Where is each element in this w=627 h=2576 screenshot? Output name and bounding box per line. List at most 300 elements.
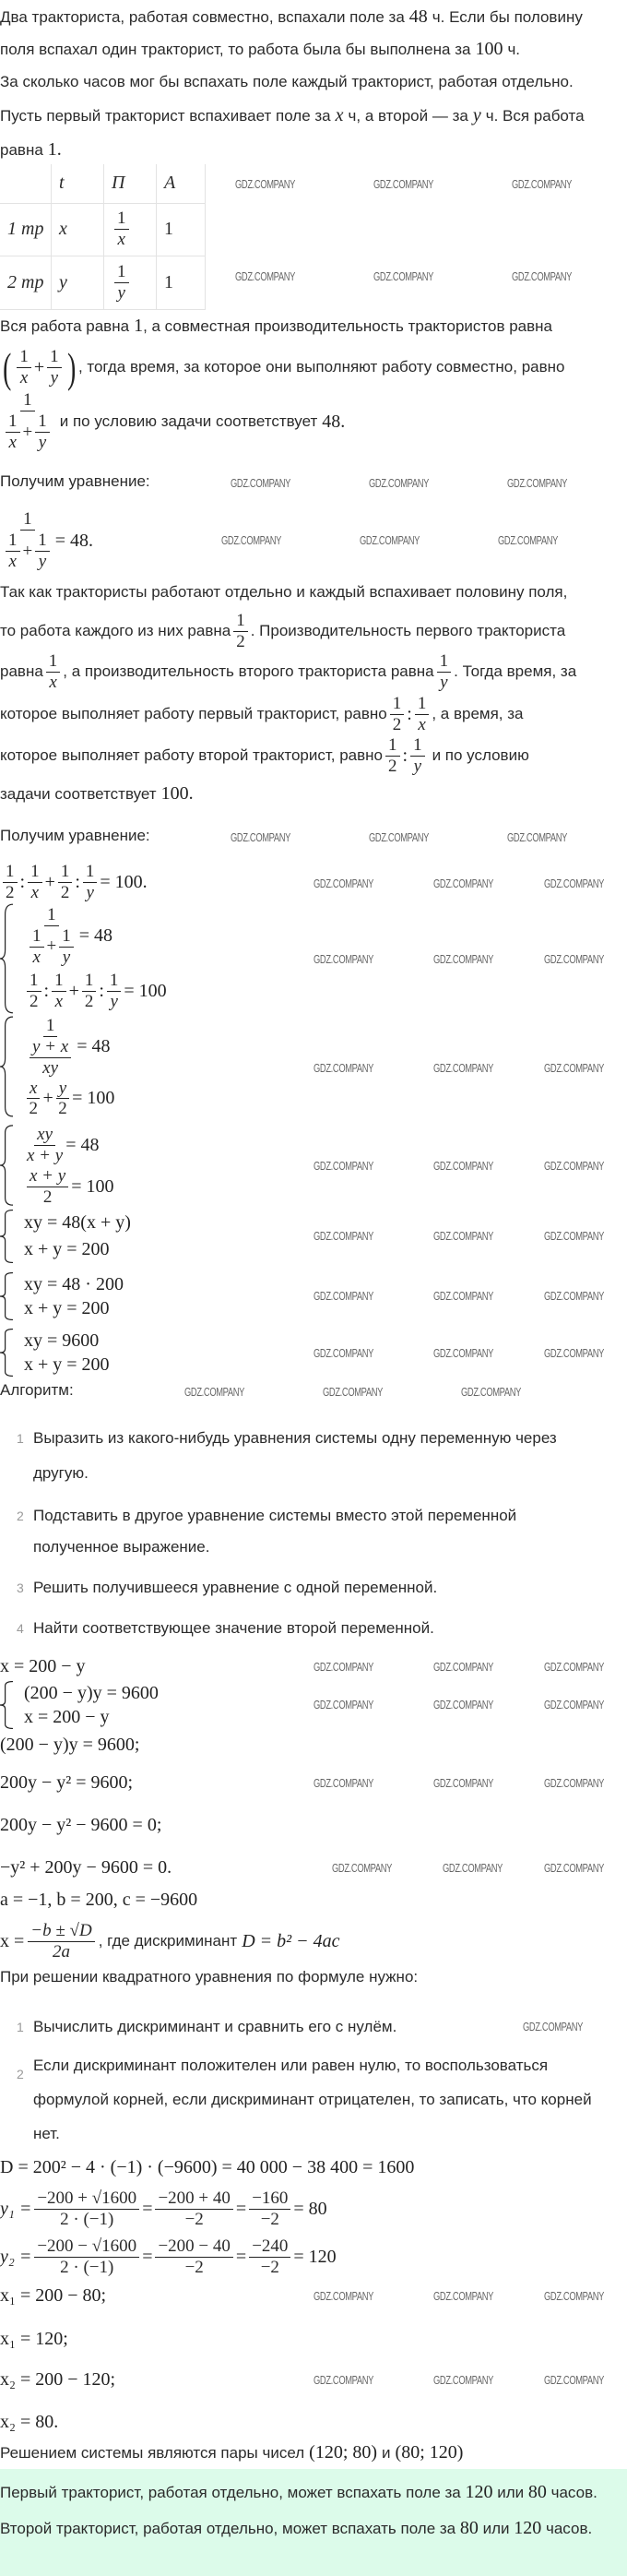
fraction bbox=[390, 694, 405, 735]
numerator: xy bbox=[34, 1125, 55, 1146]
equation: x + y = 200 bbox=[24, 1239, 110, 1259]
pair: (80; 120) bbox=[395, 2442, 464, 2463]
numerator: 1 bbox=[114, 209, 129, 230]
fraction bbox=[27, 1125, 63, 1166]
lhs: y₂ = bbox=[0, 2246, 32, 2267]
text: Так как трактористы работают отдельно и каждый вспахивает половину поля, bbox=[0, 583, 568, 601]
fraction bbox=[27, 1166, 68, 1208]
denominator: 2 · (−1) bbox=[60, 2209, 114, 2229]
watermark: GDZ.COMPANY bbox=[314, 1698, 374, 1711]
denominator: x + y bbox=[27, 1145, 64, 1165]
list-item bbox=[0, 1613, 609, 1644]
fraction bbox=[410, 735, 425, 777]
system-substitution bbox=[0, 1681, 159, 1729]
math-line: x₂ = 200 − 120; bbox=[0, 2369, 116, 2390]
number: 1. bbox=[47, 139, 62, 160]
equals: = bbox=[235, 2246, 247, 2267]
number: 48. bbox=[322, 411, 346, 432]
math-line: 200y − y² − 9600 = 0; bbox=[0, 1815, 162, 1835]
table-cell: x bbox=[52, 203, 104, 256]
text: ч. bbox=[507, 40, 521, 58]
equals: = 48 bbox=[65, 1134, 100, 1155]
text: Пусть первый тракторист вспахивает поле за bbox=[0, 106, 331, 125]
watermark: GDZ.COMPANY bbox=[235, 269, 296, 283]
numerator: 1 bbox=[3, 862, 18, 883]
watermark: GDZ.COMPANY bbox=[231, 476, 291, 490]
text: Получим уравнение: bbox=[0, 827, 150, 844]
result-line bbox=[0, 2442, 463, 2463]
watermark: GDZ.COMPANY bbox=[433, 1229, 494, 1243]
denominator: x bbox=[54, 992, 64, 1012]
list-text: Найти соответствующее значение второй переменной. bbox=[33, 1619, 434, 1637]
denominator: 2 bbox=[388, 756, 397, 776]
watermark: GDZ.COMPANY bbox=[373, 269, 434, 283]
colon: : bbox=[99, 981, 104, 1002]
numerator: 1 bbox=[43, 1016, 58, 1037]
watermark: GDZ.COMPANY bbox=[433, 1061, 494, 1075]
colon: : bbox=[402, 745, 408, 766]
number: 80 bbox=[527, 2482, 547, 2502]
math-line: 200y − y² = 9600; bbox=[0, 1772, 134, 1793]
equation bbox=[24, 971, 167, 1012]
denominator: x bbox=[49, 672, 57, 692]
watermark: GDZ.COMPANY bbox=[461, 1385, 522, 1399]
complex-fraction bbox=[3, 509, 53, 572]
plus: + bbox=[44, 871, 55, 892]
numerator: 1 bbox=[58, 862, 73, 883]
equation: x + y = 200 bbox=[24, 1354, 110, 1375]
text: или bbox=[482, 2520, 510, 2537]
text: Два тракториста, работая совместно, вспахали поле за bbox=[0, 7, 405, 26]
watermark: GDZ.COMPANY bbox=[433, 1289, 494, 1303]
fraction bbox=[17, 347, 31, 388]
denominator: 2a bbox=[52, 1941, 70, 1962]
label-get-equation bbox=[0, 472, 150, 491]
y1-line bbox=[0, 2187, 327, 2231]
watermark: GDZ.COMPANY bbox=[433, 1776, 494, 1790]
separate-line-1 bbox=[0, 583, 567, 602]
brace-icon bbox=[0, 1210, 13, 1263]
denominator: 2 bbox=[84, 992, 94, 1012]
denominator bbox=[27, 926, 77, 968]
denominator: y bbox=[50, 367, 59, 388]
numerator: 1 bbox=[410, 735, 425, 757]
watermark: GDZ.COMPANY bbox=[512, 269, 573, 283]
watermark: GDZ.COMPANY bbox=[323, 1385, 384, 1399]
fraction bbox=[437, 651, 452, 693]
plus: + bbox=[68, 981, 79, 1002]
watermark: GDZ.COMPANY bbox=[373, 177, 434, 191]
list-number: 2 bbox=[17, 1509, 24, 1523]
denominator: 2 · (−1) bbox=[60, 2257, 114, 2277]
numerator: 1 bbox=[83, 862, 98, 883]
numerator: 1 bbox=[35, 531, 50, 552]
system-5 bbox=[0, 1272, 124, 1320]
text: и bbox=[382, 2443, 391, 2462]
numerator: 1 bbox=[6, 531, 20, 552]
paren: ( bbox=[3, 343, 12, 391]
system-1 bbox=[0, 903, 167, 1014]
table-header: П bbox=[104, 164, 157, 203]
text: ч. Вся работа bbox=[485, 106, 585, 125]
plus: + bbox=[42, 1088, 53, 1109]
denominator: y bbox=[86, 882, 94, 902]
watermark: GDZ.COMPANY bbox=[433, 1159, 494, 1173]
discriminant-line: D = 200² − 4 · (−1) · (−9600) = 40 000 − 38 400 = 1600 bbox=[0, 2157, 415, 2177]
watermark: GDZ.COMPANY bbox=[523, 2020, 584, 2033]
equals: = bbox=[142, 2246, 153, 2267]
fraction bbox=[52, 971, 66, 1012]
numerator: 1 bbox=[114, 262, 129, 283]
numerator: 1 bbox=[47, 347, 62, 368]
numerator: −200 − 40 bbox=[155, 2236, 232, 2258]
denominator: 2 bbox=[42, 1187, 53, 1207]
watermark: GDZ.COMPANY bbox=[433, 877, 494, 890]
problem-line-1 bbox=[0, 6, 583, 28]
intro-line-1 bbox=[0, 105, 585, 126]
paren: ) bbox=[66, 343, 76, 391]
text: поля вспахал один тракторист, то работа была бы выполнена за bbox=[0, 40, 471, 58]
numerator: x + y bbox=[27, 1166, 68, 1187]
plus: + bbox=[22, 422, 33, 442]
fraction bbox=[28, 1921, 94, 1962]
numerator: 1 bbox=[415, 694, 430, 715]
watermark: GDZ.COMPANY bbox=[360, 533, 420, 547]
equals: = 48 bbox=[77, 1036, 111, 1057]
equals: = 48. bbox=[54, 530, 93, 551]
numerator: y + x bbox=[30, 1037, 71, 1058]
algorithm-title bbox=[0, 1381, 74, 1400]
math-line: −y² + 200y − 9600 = 0. bbox=[0, 1857, 172, 1878]
watermark: GDZ.COMPANY bbox=[314, 1346, 374, 1360]
numerator: 1 bbox=[46, 651, 61, 673]
brace-icon bbox=[0, 903, 13, 1014]
quad-list bbox=[0, 2017, 609, 2151]
denominator: x bbox=[19, 367, 29, 388]
text: Вся работа равна bbox=[0, 316, 130, 335]
problem-line-2 bbox=[0, 39, 520, 60]
watermark: GDZ.COMPANY bbox=[433, 1660, 494, 1674]
numerator: 1 bbox=[59, 926, 74, 948]
math-line: x₁ = 120; bbox=[0, 2329, 68, 2349]
text: Алгоритм: bbox=[0, 1381, 74, 1399]
fraction bbox=[59, 926, 74, 968]
math-line: a = −1, b = 200, c = −9600 bbox=[0, 1890, 198, 1910]
watermark: GDZ.COMPANY bbox=[314, 2373, 374, 2387]
text: ч. Если бы половину bbox=[432, 7, 583, 26]
separate-line-5 bbox=[0, 735, 529, 776]
equals: = bbox=[142, 2198, 153, 2219]
watermark: GDZ.COMPANY bbox=[231, 830, 291, 844]
text: или bbox=[497, 2484, 525, 2501]
equation: xy = 9600 bbox=[24, 1330, 100, 1351]
numerator: 1 bbox=[30, 926, 44, 948]
joint-productivity-line bbox=[0, 345, 564, 389]
fraction bbox=[6, 531, 20, 572]
list-item bbox=[0, 1421, 586, 1491]
fraction bbox=[34, 2188, 139, 2230]
watermark: GDZ.COMPANY bbox=[507, 830, 568, 844]
text: За сколько часов мог бы вспахать поле каждый тракторист, работая отдельно. bbox=[0, 73, 574, 90]
watermark: GDZ.COMPANY bbox=[314, 952, 374, 966]
brace-icon bbox=[0, 1125, 13, 1206]
math-line: x₂ = 80. bbox=[0, 2412, 59, 2432]
equation bbox=[24, 1079, 114, 1120]
lhs: y₁ = bbox=[0, 2198, 32, 2219]
list-text: Если дискриминант положителен или равен нулю, то воспользоваться формулой корней, если дискриминант отрицателен, то записать, что корней нет. bbox=[33, 2057, 592, 2142]
numerator: 1 bbox=[20, 509, 35, 531]
formula-discriminant: D = b² − 4ac bbox=[242, 1930, 340, 1951]
number: 48 bbox=[408, 6, 428, 27]
text: При решении квадратного уравнения по формуле нужно: bbox=[0, 1968, 419, 1986]
denominator: 2 bbox=[58, 1099, 67, 1119]
fraction bbox=[155, 2188, 232, 2230]
text: которое выполняет работу второй тракторист, равно bbox=[0, 746, 384, 764]
text: задачи соответствует bbox=[0, 784, 157, 803]
denominator: x bbox=[117, 230, 125, 249]
fraction bbox=[114, 262, 129, 304]
plus: + bbox=[22, 541, 33, 561]
watermark: GDZ.COMPANY bbox=[544, 1346, 605, 1360]
fraction bbox=[83, 862, 98, 903]
text: , а производительность второго тракториста равна bbox=[63, 662, 434, 680]
watermark: GDZ.COMPANY bbox=[443, 1861, 503, 1875]
equals: = bbox=[235, 2198, 247, 2219]
watermark: GDZ.COMPANY bbox=[544, 1229, 605, 1243]
denominator: y bbox=[440, 672, 448, 692]
fraction bbox=[35, 531, 50, 572]
text: равна bbox=[0, 662, 43, 680]
denominator: 2 bbox=[392, 714, 402, 734]
denominator: x bbox=[8, 551, 17, 571]
denominator: x bbox=[418, 714, 426, 734]
var-x: x bbox=[335, 105, 344, 125]
numerator: −240 bbox=[249, 2236, 290, 2258]
numerator: 1 bbox=[437, 651, 452, 673]
list-item bbox=[0, 1500, 596, 1563]
fraction bbox=[47, 347, 62, 388]
denominator: y bbox=[413, 756, 422, 776]
system-4 bbox=[0, 1210, 131, 1263]
denominator: 2 bbox=[29, 1099, 38, 1119]
watermark: GDZ.COMPANY bbox=[221, 533, 282, 547]
equation: x = 200 − y bbox=[24, 1706, 110, 1727]
complex-fraction bbox=[27, 905, 77, 968]
plus: + bbox=[46, 936, 57, 957]
table-row bbox=[0, 256, 206, 309]
fraction bbox=[34, 2236, 139, 2278]
fraction bbox=[30, 926, 44, 968]
text: , где дискриминант bbox=[98, 1932, 238, 1950]
equation bbox=[24, 1125, 113, 1166]
text: Первый тракторист, работая отдельно, может вспахать поле за bbox=[0, 2484, 461, 2501]
numerator: 1 bbox=[35, 411, 50, 433]
denominator: x bbox=[30, 882, 40, 902]
separate-line-6 bbox=[0, 783, 194, 805]
number: 1 bbox=[134, 316, 144, 336]
table-cell: 1 bbox=[157, 203, 206, 256]
fraction bbox=[415, 694, 430, 735]
fraction bbox=[3, 862, 18, 903]
watermark: GDZ.COMPANY bbox=[314, 1159, 374, 1173]
brace-icon bbox=[0, 1329, 13, 1377]
denominator: 2 bbox=[236, 631, 245, 651]
watermark: GDZ.COMPANY bbox=[544, 952, 605, 966]
algorithm-list bbox=[0, 1421, 609, 1644]
watermark: GDZ.COMPANY bbox=[314, 1229, 374, 1243]
fraction bbox=[82, 971, 97, 1012]
system-rows bbox=[24, 1272, 124, 1320]
numerator: −160 bbox=[249, 2188, 290, 2210]
fraction bbox=[249, 2236, 290, 2278]
fraction bbox=[28, 862, 42, 903]
number: 120 bbox=[514, 2518, 542, 2538]
equation-1 bbox=[0, 506, 93, 576]
list-number: 4 bbox=[17, 1621, 24, 1636]
system-rows bbox=[24, 1016, 114, 1117]
numerator: 1 bbox=[20, 390, 35, 411]
watermark: GDZ.COMPANY bbox=[314, 877, 374, 890]
math-line: x = 200 − y bbox=[0, 1656, 86, 1676]
denominator: −2 bbox=[260, 2257, 279, 2277]
equals: = 100 bbox=[124, 981, 167, 1002]
watermark: GDZ.COMPANY bbox=[544, 2289, 605, 2303]
fraction bbox=[233, 611, 248, 652]
numerator: −200 + √1600 bbox=[34, 2188, 139, 2210]
watermark: GDZ.COMPANY bbox=[314, 1660, 374, 1674]
formula-lhs: x = bbox=[0, 1930, 25, 1951]
system-rows bbox=[24, 1681, 159, 1729]
system-3 bbox=[0, 1125, 113, 1206]
numerator: 1 bbox=[107, 971, 122, 992]
denominator: −2 bbox=[184, 2209, 204, 2229]
intro-line-2 bbox=[0, 139, 62, 161]
watermark: GDZ.COMPANY bbox=[544, 1660, 605, 1674]
watermark: GDZ.COMPANY bbox=[314, 1061, 374, 1075]
equals: = 100. bbox=[100, 871, 148, 892]
numerator: 1 bbox=[6, 411, 20, 433]
y2-line bbox=[0, 2234, 337, 2280]
label-get-equation bbox=[0, 827, 150, 845]
watermark: GDZ.COMPANY bbox=[544, 1061, 605, 1075]
math-line: x₁ = 200 − 80; bbox=[0, 2285, 107, 2306]
complex-fraction bbox=[27, 1016, 74, 1079]
joint-time-line bbox=[0, 388, 345, 455]
text: ч, а второй — за bbox=[348, 106, 468, 125]
numerator: 1 bbox=[385, 735, 400, 757]
fraction bbox=[58, 862, 73, 903]
denominator: xy bbox=[42, 1057, 59, 1078]
denominator: −2 bbox=[184, 2257, 204, 2277]
denominator: y bbox=[117, 282, 125, 303]
table-cell: y bbox=[52, 256, 104, 309]
watermark: GDZ.COMPANY bbox=[369, 830, 430, 844]
watermark: GDZ.COMPANY bbox=[544, 1776, 605, 1790]
text: равна bbox=[0, 140, 43, 159]
equals: = 48 bbox=[78, 925, 112, 947]
brace-icon bbox=[0, 1272, 13, 1320]
number: 100. bbox=[160, 783, 194, 804]
table-cell: 1 тр bbox=[0, 203, 52, 256]
system-rows bbox=[24, 1125, 113, 1206]
answer-box bbox=[0, 2469, 627, 2576]
list-text: Решить получившееся уравнение с одной переменной. bbox=[33, 1579, 438, 1596]
text: часов. Второй тракторист, работая отдельно, может вспахать поле за bbox=[0, 2484, 597, 2537]
plus: + bbox=[33, 356, 45, 377]
problem-question bbox=[0, 73, 574, 91]
watermark: GDZ.COMPANY bbox=[544, 1698, 605, 1711]
table-header: t bbox=[52, 164, 104, 203]
colon: : bbox=[407, 703, 412, 724]
numerator: −200 + 40 bbox=[155, 2188, 232, 2210]
numerator: 1 bbox=[27, 971, 41, 992]
fraction bbox=[114, 209, 129, 250]
pair: (120; 80) bbox=[309, 2442, 378, 2463]
equation: (200 − y)y = 9600 bbox=[24, 1682, 159, 1703]
fraction bbox=[27, 971, 41, 1012]
list-number: 3 bbox=[17, 1580, 24, 1595]
var-y: y bbox=[472, 105, 481, 125]
list-number: 2 bbox=[17, 2067, 24, 2081]
numerator: y bbox=[56, 1079, 69, 1100]
separate-line-3 bbox=[0, 651, 576, 692]
system-rows bbox=[24, 1329, 110, 1377]
table-header-row bbox=[0, 164, 206, 203]
table-cell: 2 тр bbox=[0, 256, 52, 309]
table-cell: 1 bbox=[157, 256, 206, 309]
text: которое выполняет работу первый тракторист, равно bbox=[0, 705, 387, 722]
result: = 80 bbox=[293, 2198, 327, 2219]
text: , а совместная производительность трактористов равна bbox=[143, 316, 552, 335]
denominator bbox=[27, 1037, 74, 1079]
denominator: 2 bbox=[30, 992, 39, 1012]
quad-title bbox=[0, 1968, 418, 1986]
brace-icon bbox=[0, 1016, 13, 1117]
text: , а время, за bbox=[432, 705, 524, 722]
text: и по условию задачи соответствует bbox=[59, 412, 318, 430]
fraction bbox=[6, 411, 20, 453]
text: . Производительность первого тракториста bbox=[250, 622, 566, 639]
text: то работа каждого из них равна bbox=[0, 622, 231, 639]
numerator: 1 bbox=[44, 905, 59, 926]
denominator: y bbox=[62, 947, 71, 967]
denominator: 2 bbox=[6, 882, 15, 902]
equation: xy = 48(x + y) bbox=[24, 1212, 131, 1233]
denominator bbox=[3, 531, 53, 572]
complex-fraction bbox=[3, 390, 53, 453]
system-rows bbox=[24, 1210, 131, 1263]
numerator: 1 bbox=[28, 862, 42, 883]
list-item bbox=[0, 1572, 609, 1604]
watermark: GDZ.COMPANY bbox=[433, 2373, 494, 2387]
equals: = 100 bbox=[71, 1175, 114, 1197]
system-rows bbox=[24, 903, 167, 1014]
watermark: GDZ.COMPANY bbox=[433, 2289, 494, 2303]
separate-line-2 bbox=[0, 611, 565, 651]
watermark: GDZ.COMPANY bbox=[314, 2289, 374, 2303]
numerator: −b ± √D bbox=[28, 1921, 94, 1942]
table-row bbox=[0, 203, 206, 256]
denominator: −2 bbox=[260, 2209, 279, 2229]
watermark: GDZ.COMPANY bbox=[433, 952, 494, 966]
system-6 bbox=[0, 1329, 110, 1377]
numerator: 1 bbox=[17, 347, 31, 368]
list-text: Подставить в другое уравнение системы вместо этой переменной полученное выражение. bbox=[33, 1507, 517, 1556]
list-item bbox=[0, 2048, 596, 2151]
watermark: GDZ.COMPANY bbox=[369, 476, 430, 490]
watermark: GDZ.COMPANY bbox=[544, 1289, 605, 1303]
equation: xy = 48 · 200 bbox=[24, 1273, 124, 1294]
